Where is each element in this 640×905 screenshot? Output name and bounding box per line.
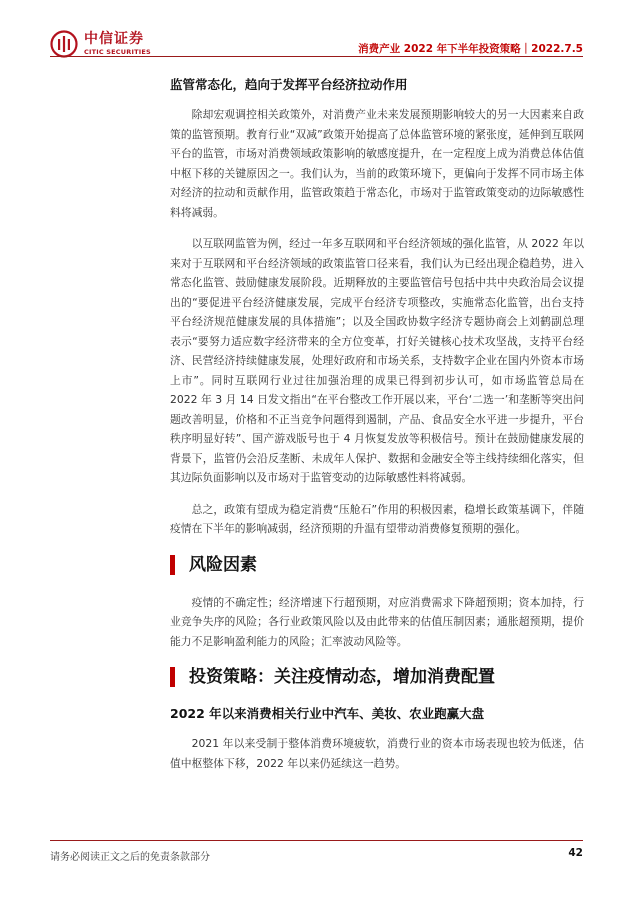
footer-divider	[50, 840, 583, 841]
paragraph: 2021 年以来受制于整体消费环境疲软，消费行业的资本市场表现也较为低迷，估值中枢整体下移，2022 年以来仍延续这一趋势。	[170, 737, 584, 770]
heading-regulation: 监管常态化，趋向于发挥平台经济拉动作用	[170, 77, 408, 92]
main-content	[170, 76, 584, 785]
citic-emblem-icon	[50, 30, 78, 58]
heading-2022-performance: 2022 年以来消费相关行业中汽车、美妆、农业跑赢大盘	[170, 706, 485, 721]
paragraph: 疫情的不确定性；经济增速下行超预期，对应消费需求下降超预期；资本加持，行业竞争失序的风险；各行业政策风险以及由此带来的估值压制因素；通胀超预期，提价能力不足影响盈利能力的风险；汇率波动风险等。	[170, 595, 584, 648]
logo-chinese-name: 中信证券	[84, 31, 144, 48]
logo-english-name: CITIC SECURITIES	[84, 48, 151, 57]
heading-accent-bar	[170, 667, 175, 687]
page-header	[0, 0, 640, 64]
section-title: 风险因素	[189, 554, 257, 575]
footer-disclaimer: 请务必阅读正文之后的免责条款部分	[50, 852, 210, 863]
header-divider	[50, 56, 583, 57]
heading-accent-bar	[170, 555, 175, 575]
section-title: 投资策略：关注疫情动态，增加消费配置	[189, 667, 495, 687]
paragraph: 以互联网监管为例，经过一年多互联网和平台经济领域的强化监管，从 2022 年以来对于互联网和平台经济领域的政策监管口径来看，我们认为已经出现企稳趋势，进入常态化监管、鼓励健康发展阶段。近期释放的主要监管信号包括中共中央政治局会议提出的“要促进平台经济健康发展，完成平台经济专项整改，实施常态化监管，出台支持平台经济规范健康发展的具体措施”；以及全国政协数字经济专题协商会上刘鹤副总理表示“要努力适应数字经济带来的全方位变革，打好关键核心技术攻坚战，支持平台经济、民营经济持续健康发展，处理好政府和市场关系，支持数字企业在国内外资本市场上市”。同时互联网行业过往加强治理的成果已得到初步认可，如市场监管总局在 2022 年 3 月 14 日发文指出“在平台整改工作开展以来，平台‘二选一’和垄断等突出问题改善明显，价格和不正当竞争问题得到遏制，产品、食品安全水平进一步提升，平台秩序明显好转”、国产游戏版号也于 4 月恢复发放等积极信号。预计在鼓励健康发展的背景下，监管仍会沿反垄断、未成年人保护、数据和金融安全等主线持续细化落实，但其边际负面影响以及市场对于监管变动的边际敏感性料将减弱。	[170, 237, 584, 484]
report-title: 消费产业 2022 年下半年投资策略｜2022.7.5	[358, 43, 583, 55]
citic-logo	[50, 30, 151, 58]
section-heading-risk	[170, 553, 584, 577]
paragraph: 除却宏观调控相关政策外，对消费产业未来发展预期影响较大的另一大因素来自政策的监管预期。教育行业“双减”政策开始提高了总体监管环境的紧张度，延伸到互联网平台的监管，市场对消费领域政策影响的敏感度提升，在一定程度上成为消费总体估值中枢下移的关键原因之一。我们认为，当前的政策环境下，更偏向于发挥不同市场主体对经济的拉动和贡献作用，监管政策趋于常态化，市场对于监管政策变动的边际敏感性料将减弱。	[170, 108, 584, 219]
page-number: 42	[568, 847, 583, 859]
section-heading-strategy	[170, 665, 584, 689]
paragraph: 总之，政策有望成为稳定消费“压舱石”作用的积极因素，稳增长政策基调下，伴随疫情在下半年的影响减弱，经济预期的升温有望带动消费修复预期的强化。	[170, 502, 584, 535]
